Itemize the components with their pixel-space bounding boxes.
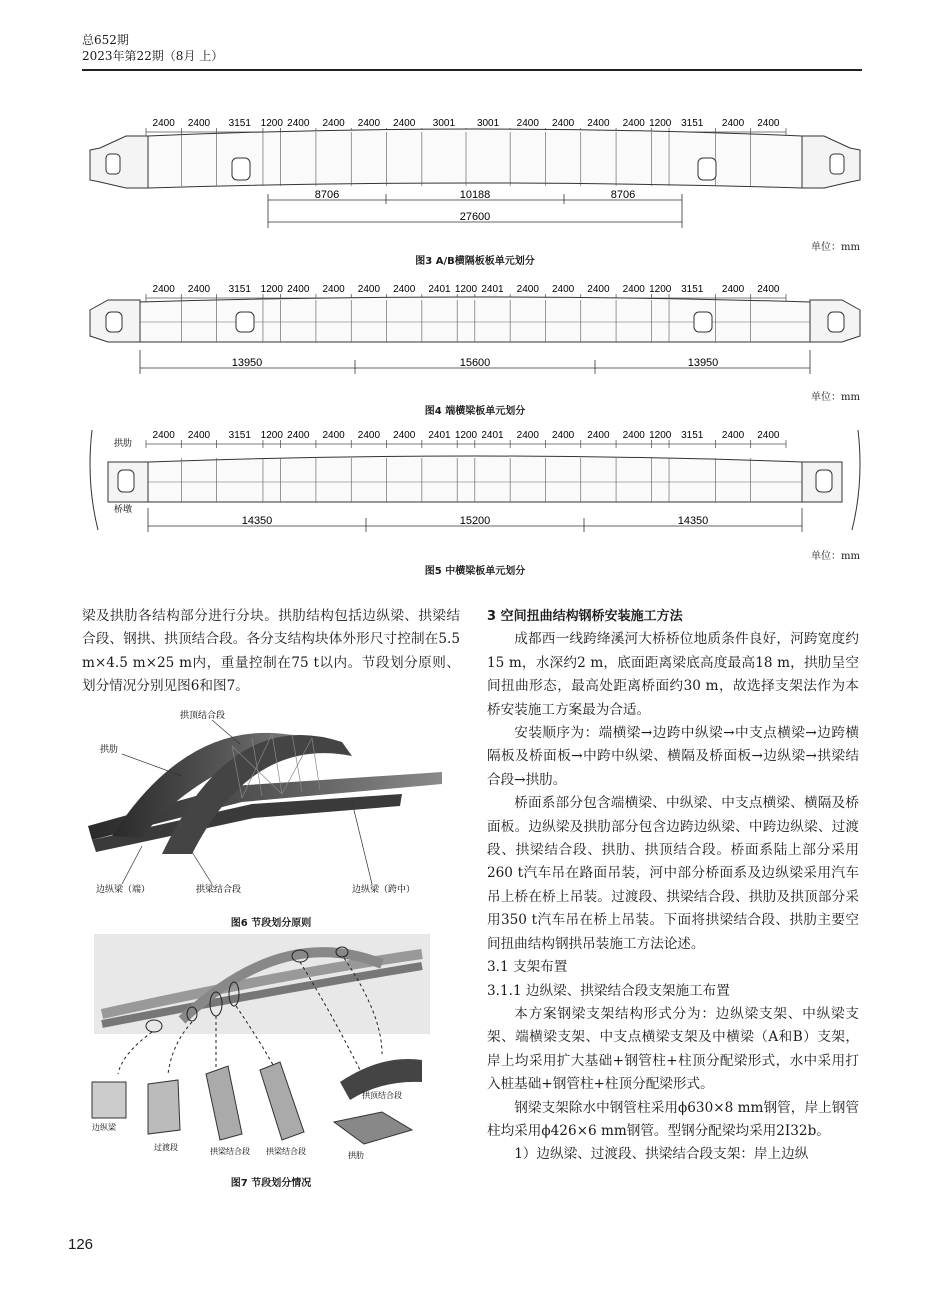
- fig3-top-dim: 2400: [287, 118, 310, 129]
- fig5-dim-left: 14350: [241, 515, 273, 527]
- fig3-top-dim: 1200: [649, 118, 672, 129]
- fig3-top-dim: 2400: [152, 118, 175, 129]
- fig5-top-dim: 1200: [649, 430, 672, 441]
- fig3-dim-right: 8706: [610, 189, 636, 201]
- fig4-top-dim: 3151: [228, 284, 251, 295]
- fig5-top-dim: 2400: [757, 430, 780, 441]
- fig3-top-dim: 3001: [476, 118, 500, 129]
- fig4-top-dim: 3151: [681, 284, 704, 295]
- fig7-caption: 图7 节段划分情况: [230, 1178, 312, 1189]
- left-paragraph: 梁及拱肋各结构部分进行分块。拱肋结构包括边纵梁、拱梁结合段、钢拱、拱顶结合段。各分支结构块体外形尺寸控制在5.5 m×4.5 m×25 m内，重量控制在75 t以内。节段划分原则、划分情况分别见图6和图7。: [82, 608, 460, 695]
- fig4-top-dim: 2400: [587, 284, 610, 295]
- fig3-top-dim: 3151: [228, 118, 251, 129]
- fig5-dim-right: 14350: [677, 515, 709, 527]
- fig7-label-edge: 边纵梁: [92, 1123, 116, 1132]
- paragraph-deck-system: 桥面系部分包含端横梁、中纵梁、中支点横梁、横隔及桥面板。边纵梁及拱肋部分包含边跨边纵梁、中跨边纵梁、过渡段、拱梁结合段、拱肋、拱顶结合段。桥面系陆上部分采用260 t汽车吊在路面吊装，河中部分桥面系及边纵梁采用汽车吊上桥在桥上吊装。过渡段、拱梁结合段、拱肋及拱顶部分采用350 t汽车吊在桥上吊装。下面将拱梁结合段、拱肋主要空间扭曲结构钢拱吊装施工方法论述。: [487, 795, 859, 952]
- fig5-label-rib: 拱肋: [114, 438, 133, 448]
- fig6-caption: 图6 节段划分原则: [230, 918, 312, 929]
- fig3-unit: 单位：mm: [811, 242, 860, 253]
- right-column: [487, 605, 859, 1167]
- fig3-top-dim: 2400: [587, 118, 610, 129]
- fig4-top-dim: 2400: [322, 284, 345, 295]
- fig3-top-dim: 2400: [721, 118, 745, 129]
- fig3-top-dim: 2400: [393, 118, 416, 129]
- fig5-bottom-dims: [148, 508, 802, 532]
- fig3-caption: 图3 A/B横隔板板单元划分: [415, 256, 535, 267]
- fig5-top-dim: 2400: [152, 430, 175, 441]
- fig7-label-abj2: 拱梁结合段: [266, 1147, 306, 1156]
- fig5-top-dim: 2400: [721, 430, 745, 441]
- fig5-top-dims: [146, 430, 786, 448]
- fig6-label-edge-end: 边纵梁（端）: [96, 884, 151, 894]
- page-number: 126: [68, 1236, 94, 1253]
- fig4-bottom-dims: [140, 350, 810, 374]
- fig3-top-dim: 2400: [757, 118, 780, 129]
- fig4-top-dim: 2400: [187, 284, 211, 295]
- fig3-dim-total: 27600: [459, 211, 491, 223]
- fig3-top-dim: 3001: [432, 118, 456, 129]
- fig5-top-dim: 2400: [287, 430, 310, 441]
- fig5-top-dim: 3151: [228, 430, 251, 441]
- fig3-bottom-dims: [268, 189, 682, 228]
- figure-6-drawing: [82, 706, 460, 904]
- paragraph-steel-pipes: 钢梁支架除水中钢管柱采用ϕ630×8 mm钢管，岸上钢管柱均采用ϕ426×6 mm钢管。型钢分配梁均采用2I32b。: [487, 1099, 859, 1139]
- fig5-top-dim: 2400: [322, 430, 345, 441]
- fig6-label-top: 拱顶结合段: [180, 710, 226, 720]
- fig4-dim-mid: 15600: [459, 357, 491, 369]
- paragraph-sequence: 安装顺序为：端横梁→边跨中纵梁→中支点横梁→边跨横隔板及桥面板→中跨中纵梁、横隔及桥面板→边纵梁→拱梁结合段→拱肋。: [487, 725, 859, 788]
- fig4-top-dim: 2400: [622, 284, 645, 295]
- fig5-top-dim: 2400: [357, 430, 381, 441]
- section-heading-3-1-1: 3.1.1 边纵梁、拱梁结合段支架施工布置: [487, 982, 730, 999]
- header-rule: [82, 69, 862, 71]
- fig5-top-dim: 2401: [428, 430, 451, 441]
- fig4-top-dim: 2400: [393, 284, 416, 295]
- fig5-top-dim: 1200: [260, 430, 283, 441]
- journal-issue: 总652期: [82, 33, 129, 47]
- fig4-top-dim: 2400: [757, 284, 780, 295]
- fig3-top-dim: 2400: [516, 118, 539, 129]
- fig7-label-crown: 拱顶结合段: [362, 1091, 402, 1100]
- fig4-top-dim: 2400: [721, 284, 745, 295]
- fig5-top-dim: 2400: [516, 430, 539, 441]
- section-heading-3: 3 空间扭曲结构钢桥安装施工方法: [487, 609, 683, 624]
- fig4-dim-left: 13950: [231, 357, 263, 369]
- fig4-top-dim: 2400: [152, 284, 175, 295]
- fig4-dim-right: 13950: [687, 357, 719, 369]
- fig3-top-dim: 2400: [187, 118, 211, 129]
- figure-3-drawing: [88, 110, 862, 234]
- figure-7-drawing: [82, 934, 460, 1172]
- fig3-top-dim: 2400: [622, 118, 645, 129]
- fig3-top-dim: 2400: [551, 118, 575, 129]
- fig4-top-dim: 1200: [454, 284, 478, 295]
- fig5-top-dim: 3151: [681, 430, 704, 441]
- paragraph-support-item-1: 1）边纵梁、过渡段、拱梁结合段支架：岸上边纵: [514, 1146, 809, 1163]
- fig4-top-dim: 1200: [649, 284, 672, 295]
- fig4-top-dim: 2401: [481, 284, 504, 295]
- fig6-label-rib: 拱肋: [100, 744, 119, 754]
- fig3-top-dim: 2400: [357, 118, 381, 129]
- fig3-top-dim: 2400: [322, 118, 345, 129]
- fig5-top-dim: 2400: [187, 430, 211, 441]
- fig3-top-dim: 3151: [681, 118, 704, 129]
- fig5-dim-mid: 15200: [459, 515, 491, 527]
- fig5-top-dim: 2400: [393, 430, 416, 441]
- fig4-top-dim: 2400: [516, 284, 539, 295]
- fig3-dim-mid: 10188: [459, 189, 491, 201]
- fig5-top-dim: 2400: [587, 430, 610, 441]
- paragraph-site: 成都西一线跨绛溪河大桥桥位地质条件良好，河跨宽度约15 m，水深约2 m，底面距离梁底高度最高18 m，拱肋呈空间扭曲形态，最高处距离桥面约30 m，故选择支架法作为本桥安装施工方案最为合适。: [487, 631, 859, 718]
- journal-date: 2023年第22期（8月 上）: [82, 49, 224, 63]
- fig4-top-dim: 1200: [260, 284, 283, 295]
- fig5-top-dim: 1200: [454, 430, 478, 441]
- fig5-top-dim: 2401: [481, 430, 504, 441]
- fig7-label-abj1: 拱梁结合段: [210, 1147, 250, 1156]
- fig4-top-dim: 2401: [428, 284, 451, 295]
- fig6-label-arch-beam: 拱梁结合段: [196, 884, 242, 894]
- paragraph-support-forms: 本方案钢梁支架结构形式分为：边纵梁支架、中纵梁支架、端横梁支架、中支点横梁支架及中横梁（A和B）支架，岸上均采用扩大基础+钢管柱+柱顶分配梁形式，水中采用打入桩基础+钢管柱+柱顶分配梁形式。: [487, 1005, 859, 1093]
- fig6-label-edge-mid: 边纵梁（跨中）: [352, 884, 416, 894]
- fig5-top-dim: 2400: [551, 430, 575, 441]
- figure-5-drawing: [88, 426, 862, 536]
- fig3-top-dim: 1200: [260, 118, 283, 129]
- fig4-caption: 图4 端横梁板单元划分: [424, 406, 526, 417]
- fig5-label-pier: 桥墩: [114, 504, 133, 514]
- fig4-unit: 单位：mm: [811, 392, 860, 403]
- fig5-caption: 图5 中横梁板单元划分: [424, 566, 526, 577]
- fig4-top-dim: 2400: [287, 284, 310, 295]
- fig5-top-dim: 2400: [622, 430, 645, 441]
- fig7-label-transition: 过渡段: [154, 1143, 178, 1152]
- fig7-label-rib: 拱肋: [348, 1151, 364, 1160]
- figure-4-drawing: [88, 280, 862, 376]
- fig4-top-dim: 2400: [551, 284, 575, 295]
- section-heading-3-1: 3.1 支架布置: [487, 959, 568, 976]
- fig5-unit: 单位：mm: [811, 551, 860, 562]
- fig4-top-dim: 2400: [357, 284, 381, 295]
- fig3-dim-left: 8706: [314, 189, 340, 201]
